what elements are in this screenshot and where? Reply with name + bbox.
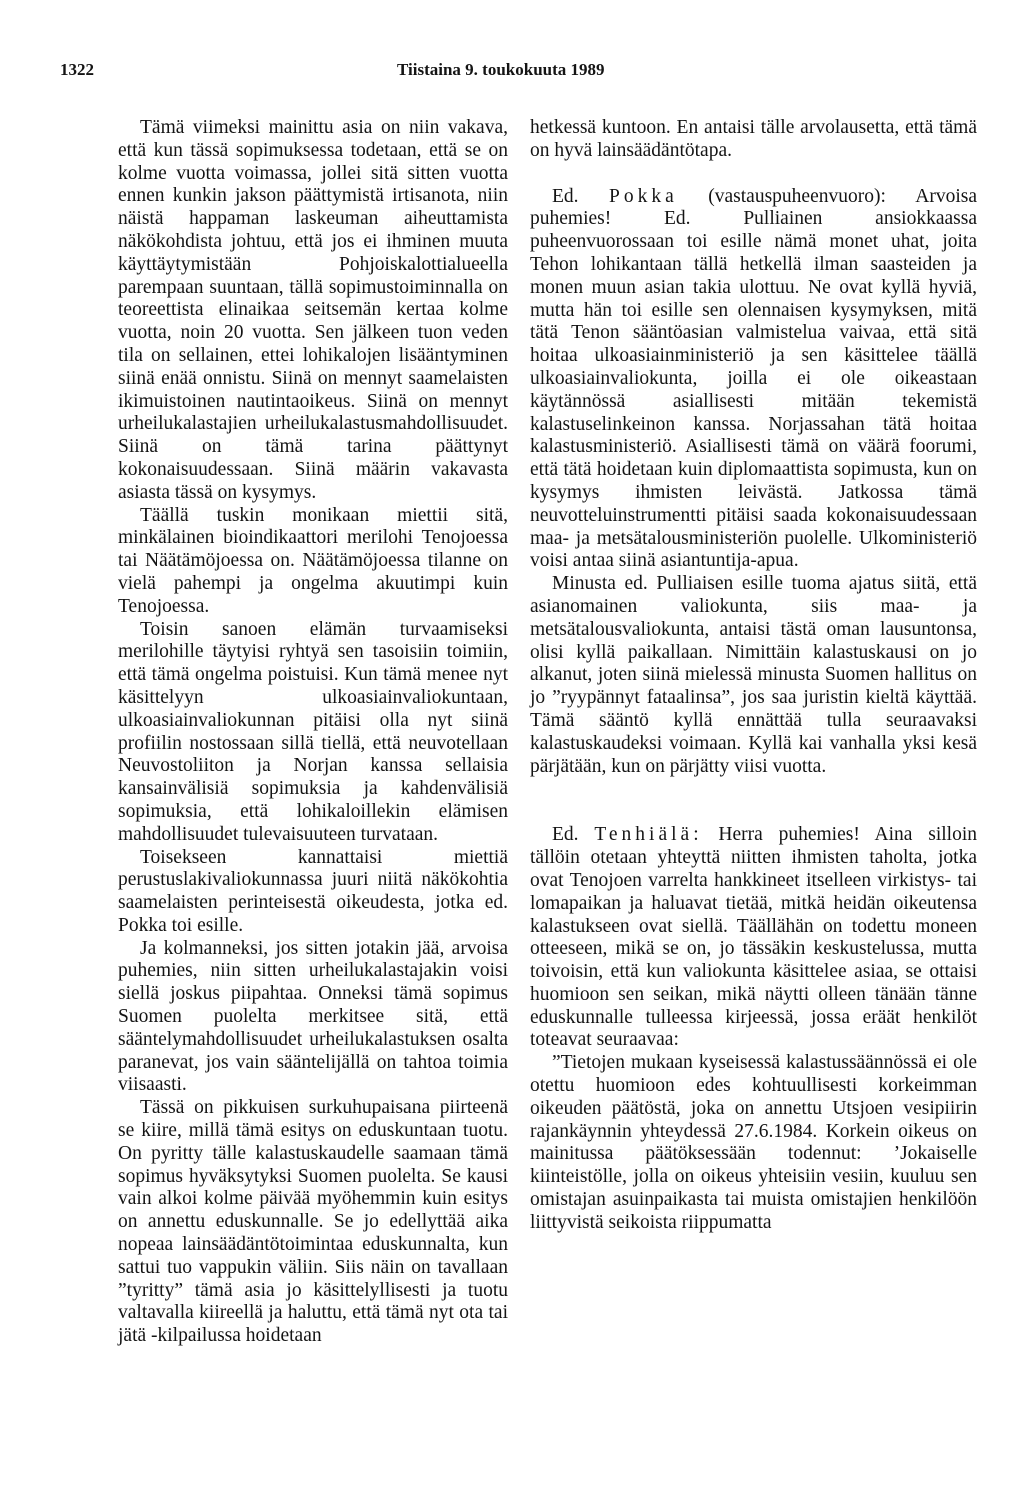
speech-text: Herra puhemies! Aina silloin tällöin otetaan yhteyttä niitten ihmisten taholta, jotka ovat Tenojoen varrelta hankkineet itselleen virkistys- tai lomapaikan ja haluavat tietää, mitkä heidän oikeutensa kalastukseen ovat siellä. Täällähän on todettu moneen otteeseen, mikä se on, jo tässäkin keskustelussa, mutta toivoisin, että kun valiokunta käsittelee asiaa, se ottaisi huomioon sen seikan, mikä näytti olleen tänään tänne eduskunnalle tulleessa kirjeessä, jossa eräät henkilöt toteavat seuraavaa: [530,824,977,1051]
speaker-name: Tenhiälä: [594,824,703,846]
paragraph: Tässä on pikkuisen surkuhupaisana piirteenä se kiire, millä tämä esitys on eduskuntaan tuotu. On pyritty tälle kalastuskaudelle saamaan tämä sopimus hyväksytyksi Suomen puolelta. Se kausi vain alkoi kolme päivää myöhemmin kuin esitys on annettu eduskunnalle. Se jo edellyttää aika nopeaa lainsäädäntötoimintaa eduskunnalta, kun sattui tuo vappukin väliin. Siis näin on tavallaan ”tyritty” tämä asia jo käsittelyllisesti ja tuotu valtavalla kiireellä ja haluttu, että tämä nyt ota tai jätä -kilpailussa hoidetaan [118,1097,508,1347]
speech-text: (vastauspuheenvuoro): Arvoisa puhemies! Ed. Pulliainen ansiokkaassa puheenvuorossaan toi esille nämä monet uhat, joita Tehon lohikantaan tällä hetkellä ilman saasteiden ja monen muun asian takia ulottuu. Ne ovat kyllä hyviä, mutta hän toi esille sen olennaisen kysymyksen, mitä tätä Tenon sääntöasian valmistelua vaivaa, että sitä hoitaa ulkoasiainministeriö ja sen käsittelee täällä ulkoasiainvaliokunta, joilla ei ole oikeastaan käytännössä asiallisesti mitään tekemistä kalastuselinkeinon kanssa. Norjassahan tätä hoitaa kalastusministeriö. Asiallisesti tämä on väärä foorumi, että tätä hoidetaan kuin diplomaattista sopimusta, kun on kysymys ihmisten leivästä. Jatkossa tämä neuvotteluinstrumentti pitäisi saada kokonaisuudessaan maa- ja metsätalousministeriön puolelle. Ulkoministeriö voisi antaa siinä asiantuntija-apua. [530,185,978,572]
paragraph: Tämä viimeksi mainittu asia on niin vakava, että kun tässä sopimuksessa todetaan, että se on kolme vuotta voimassa, jollei sitä sitten vuotta ennen kunkin jakson päättymistä irtisanota, niin näistä happaman laskeuman aiheuttamista näkökohdista johtuu, että jos ei ihminen muuta käyttäytymistään Pohjoiskalottialueella parempaan suuntaan, tällä sopimustoiminnalla on teoreettista elinaikaa seitsemän kertaa kolme vuotta, noin 20 vuotta. Sen jälkeen tuon veden tila on sellainen, ettei lohikalojen lisääntyminen siinä enää onnistu. Siinä on mennyt saamelaisten ikimuistoinen nautintaoikeus. Siinä on mennyt urheilukalastajien urheilukalastusmahdollisuudet. Siinä on tämä tarina päättynyt kokonaisuudessaan. Siinä määrin vakavasta asiasta tässä on kysymys. [118,117,508,503]
speech-pokka [530,186,977,574]
speaker-title: Ed. [552,185,579,207]
speech-tenhiala [530,824,977,1052]
paragraph: hetkessä kuntoon. En antaisi tälle arvolausetta, että tämä on hyvä lainsäädäntötapa. [530,117,977,161]
page-header [60,60,965,90]
speaker-name: Pokka [609,185,678,207]
left-column [118,117,508,1348]
speaker-title: Ed. [552,824,579,846]
paragraph: Täällä tuskin monikaan miettii sitä, minkälainen bioindikaattori merilohi Tenojoessa tai Näätämöjoessa on. Näätämöjoessa tilanne on vielä pahempi ja ongelma akuutimpi kuin Tenojoessa. [118,504,508,617]
quoted-letter: ”Tietojen mukaan kyseisessä kalastussäännössä ei ole otettu huomioon edes kohtuullisesti korkeimman oikeuden päätöstä, joka on annettu Utsjoen vesipiirin rajankäynnin yhteydessä 27.6.1984. Korkein oikeus on mainitussa päätöksessään todennut: ’Jokaiselle kiinteistölle, jolla on oikeus yhteisiin vesiin, kuuluu sen omistajan asuinpaikasta tai muista omistajien henkilöön liittyvistä seikoista riippumatta [530,1052,977,1233]
right-column [530,117,977,1235]
paragraph: Toisin sanoen elämän turvaamiseksi merilohille täytyisi ryhtyä sen tasoisiin toimiin, että tämä ongelma poistuisi. Kun tämä menee nyt käsittelyyn ulkoasiainvaliokuntaan, ulkoasiainvaliokunnan pitäisi olla nyt siinä profiilin nostossaan sillä tiellä, että neuvotellaan Neuvostoliiton ja Norjan kanssa sellaisia kansainvälisiä sopimuksia ja kahdenvälisiä sopimuksia, että lohikaloillekin elämisen mahdollisuudet tulevaisuuteen turvataan. [118,618,508,845]
session-date: Tiistaina 9. toukokuuta 1989 [397,60,605,79]
paragraph: Toisekseen kannattaisi miettiä perustuslakivaliokunnassa juuri niitä näkökohtia saamelaisten perinteisestä oikeudesta, jotka ed. Pokka toi esille. [118,846,508,936]
paragraph: Minusta ed. Pulliaisen esille tuoma ajatus siitä, että asianomainen valiokunta, siis maa- ja metsätalousvaliokunta, antaisi tästä oman lausuntonsa, olisi kyllä paikallaan. Nimittäin kalastuskausi on jo alkanut, joten siinä mielessä minusta Suomen hallitus on jo ”ryypännyt fataalinsa”, jos saa juristin kieltä käyttää. Tämä sääntö kyllä ennättää tulla seuraavaksi kalastuskaudeksi voimaan. Kyllä kai vanhalla yksi kesä pärjätään, kun on pärjätty viisi vuotta. [530,573,977,777]
paragraph: Ja kolmanneksi, jos sitten jotakin jää, arvoisa puhemies, niin sitten urheilukalastajakin voisi siellä joskus piipahtaa. Onneksi tämä sopimus Suomen puolelta merkitsee sitä, että sääntelymahdollisuudet urheilukalastuksen osalta paranevat, jos vain sääntelijällä on tahtoa toimia viisaasti. [118,937,508,1096]
page-number: 1322 [60,60,94,79]
